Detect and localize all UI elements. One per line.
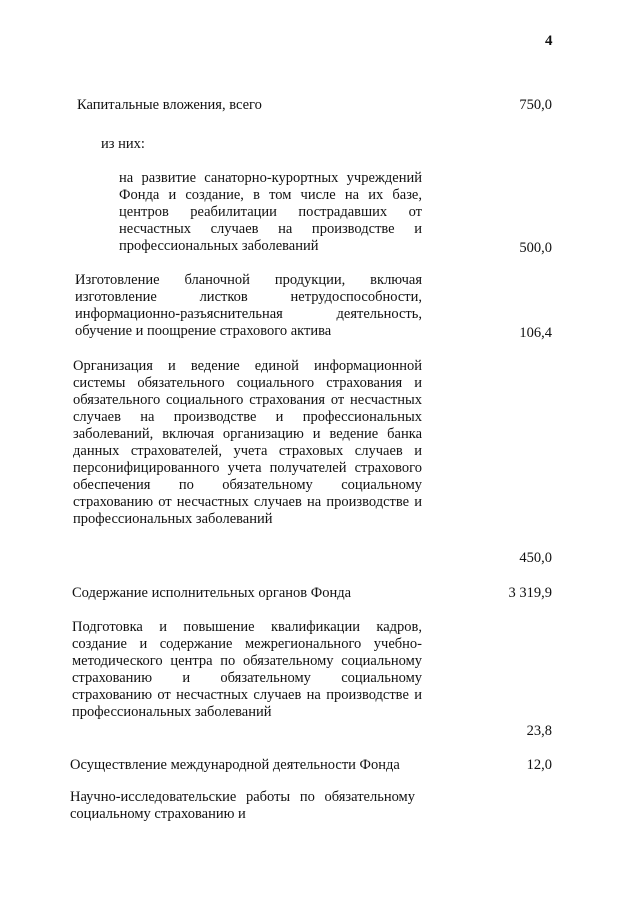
item-sanatorium-amount: 500,0: [519, 240, 552, 256]
item-sanatorium-label: на развитие санаторно-курортных учреждений Фонда и создание, в том числе на их базе, центров реабилитации пострадавших от несчастных случаев на производстве и профессиональных заболеваний: [119, 170, 422, 254]
item-executive-bodies-label: Содержание исполнительных органов Фонда: [72, 585, 352, 601]
item-forms-production-label: Изготовление бланочной продукции, включая изготовление листков нетрудоспособности, информационно-разъяснительная деятельность, обучение и поощрение страхового актива: [75, 272, 422, 339]
item-international-activity-label: Осуществление международной деятельности Фонда: [70, 757, 400, 773]
item-training-amount: 23,8: [526, 723, 552, 739]
item-forms-production-amount: 106,4: [519, 325, 552, 341]
item-executive-bodies-amount: 3 319,9: [508, 585, 552, 601]
page-number: 4: [545, 33, 553, 49]
item-training-label: Подготовка и повышение квалификации кадров, создание и содержание межрегионального учебно-методического центра по обязательному социальному страхованию и обязательному социальному страхованию от несчастных случаев на производстве и профессиональных заболеваний: [72, 619, 422, 720]
item-capital-investments-amount: 750,0: [519, 97, 552, 113]
item-of-which-label: из них:: [101, 136, 145, 152]
item-information-system-amount: 450,0: [519, 550, 552, 566]
item-international-activity-amount: 12,0: [526, 757, 552, 773]
item-information-system-label: Организация и ведение единой информационной системы обязательного социального страхования и обязательного социального страхования от несчастных случаев на производстве и профессиональных заболеваний, включая организацию и ведение банка данных страхователей, учета страховых случаев и персонифицированного учета получателей страхового обеспечения по обязательному социальному страхованию от несчастных случаев на производстве и профессиональных заболеваний: [73, 358, 422, 527]
item-capital-investments-label: Капитальные вложения, всего: [77, 97, 262, 113]
item-research-label: Научно-исследовательские работы по обязательному социальному страхованию и: [70, 789, 415, 822]
